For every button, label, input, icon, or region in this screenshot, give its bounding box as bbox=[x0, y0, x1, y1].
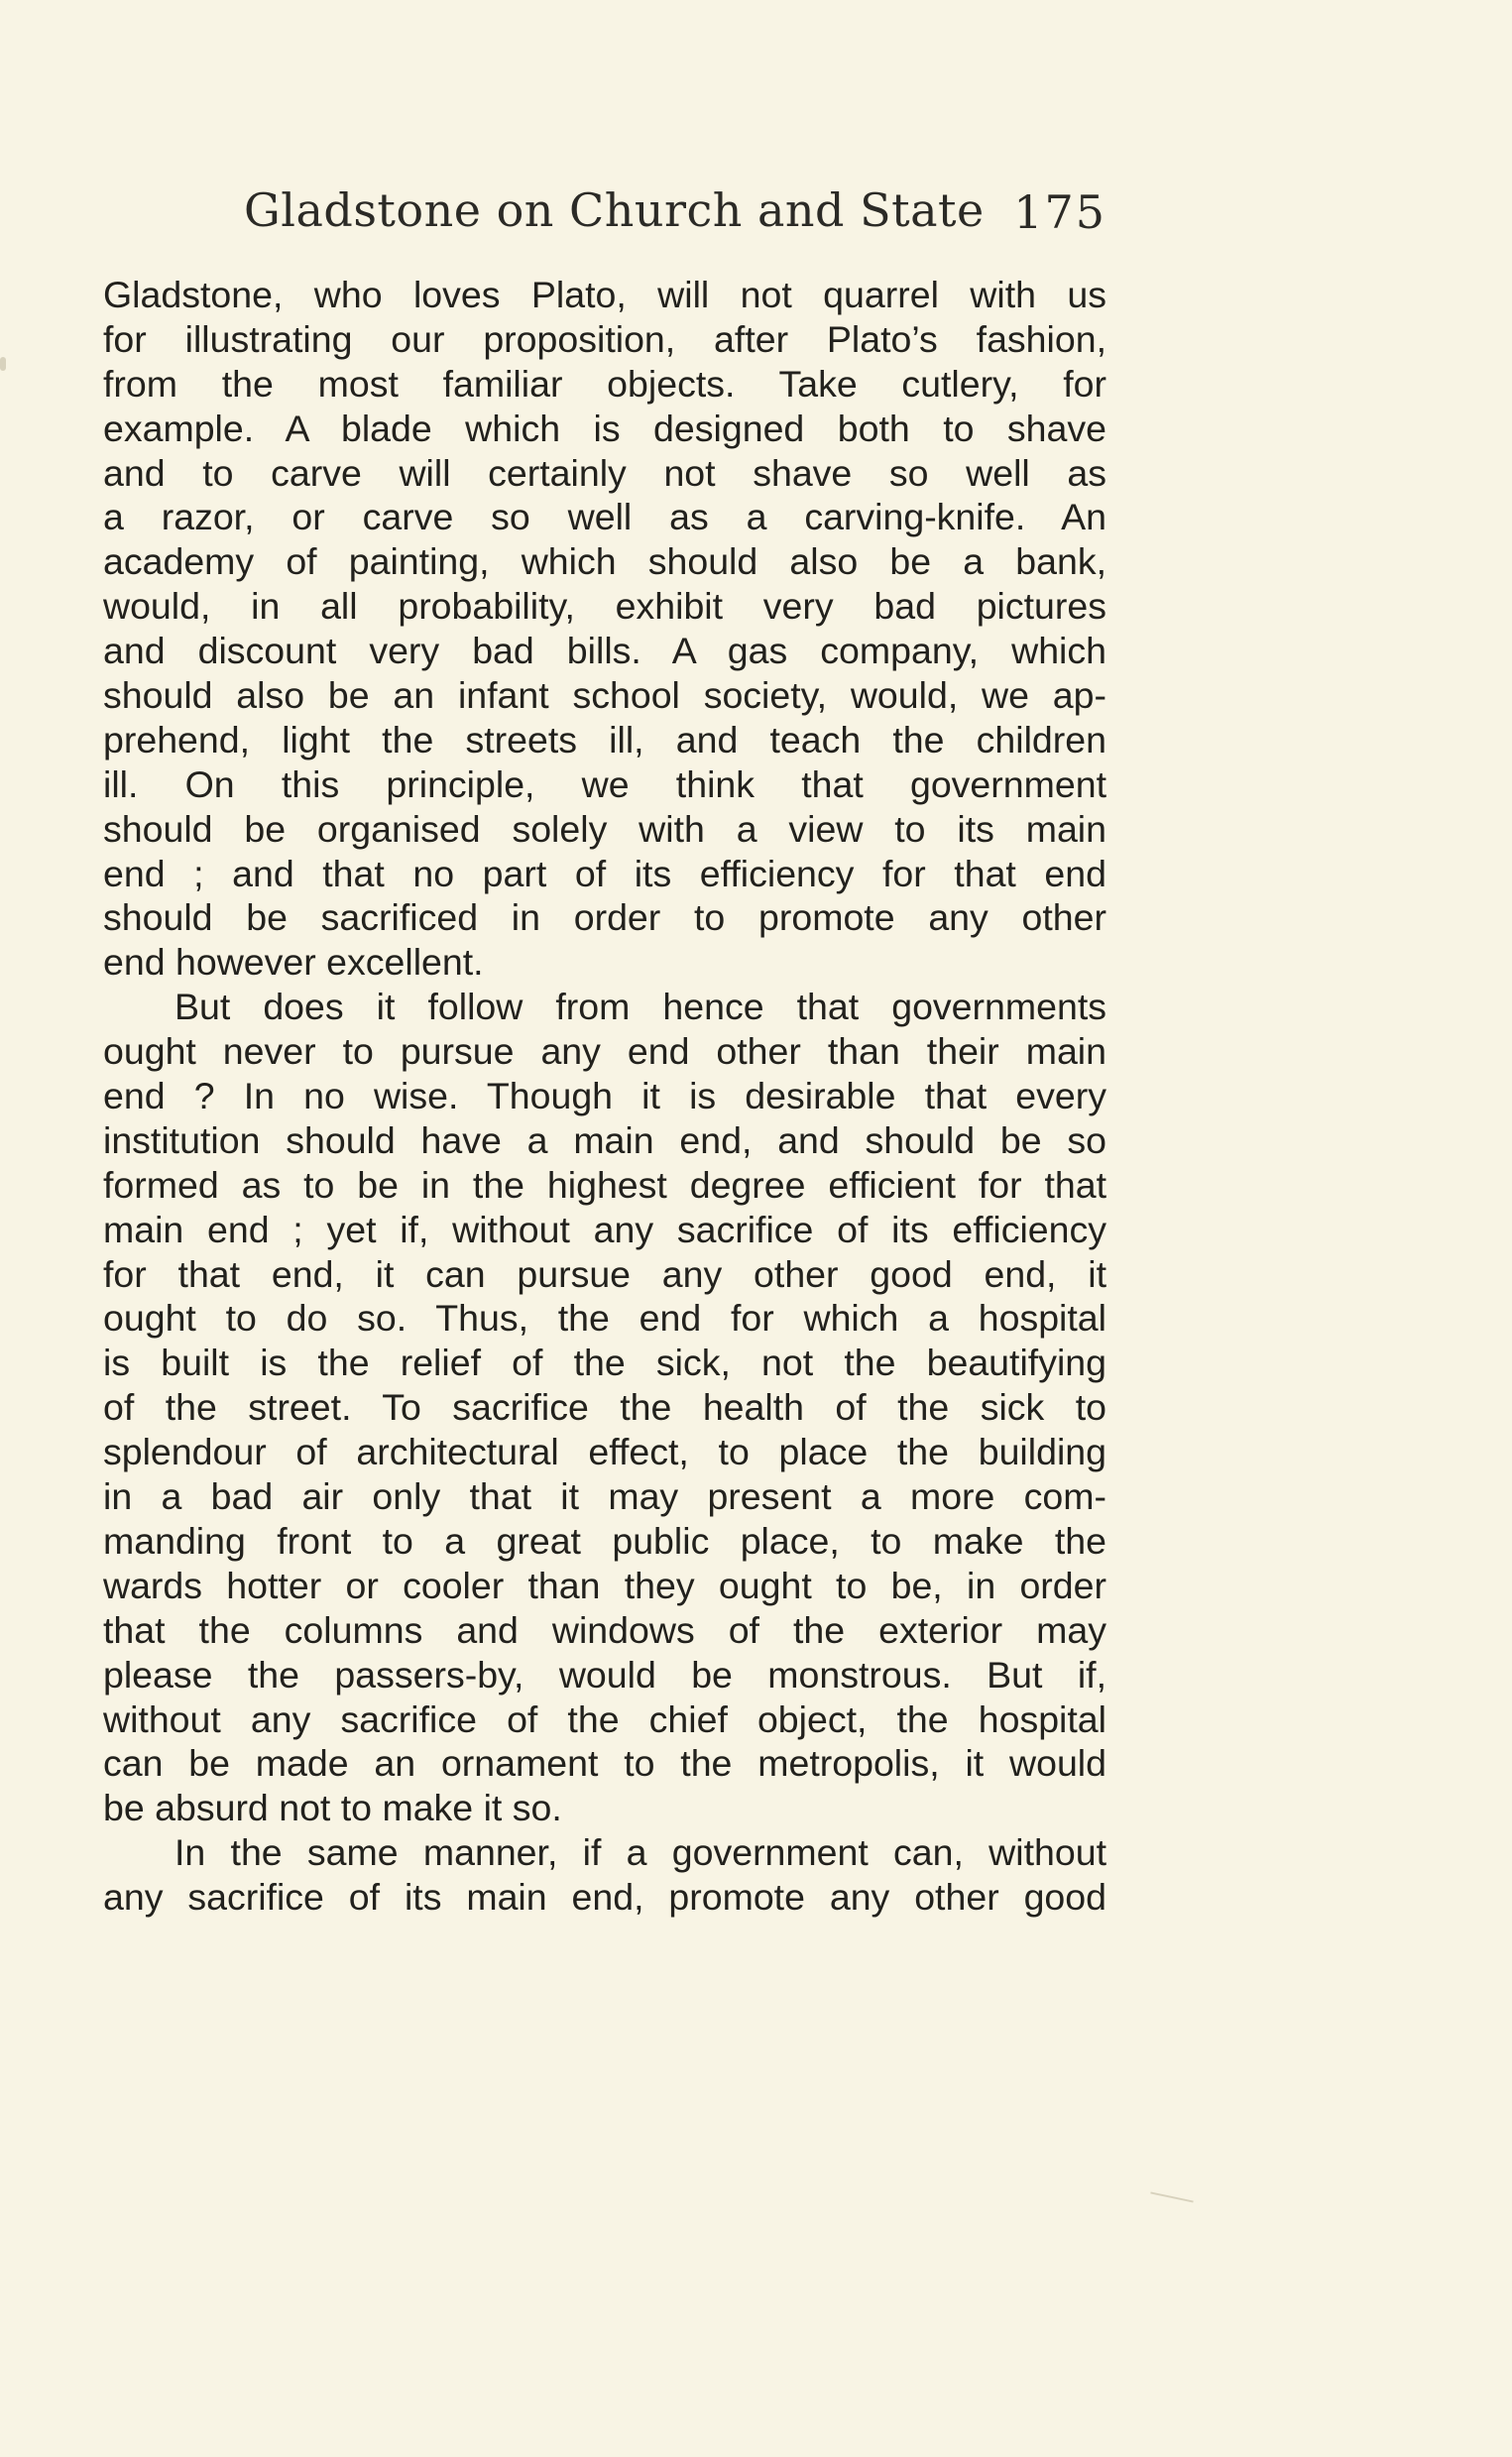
text-line: end ? In no wise. Though it is desirable that every bbox=[103, 1075, 1106, 1117]
running-head: Gladstone on Church and State bbox=[244, 183, 985, 237]
text-line: please the passers-by, would be monstrous. But if, bbox=[103, 1653, 1106, 1696]
text-line: main end ; yet if, without any sacrifice of its efficiency bbox=[103, 1208, 1106, 1250]
text-line: and to carve will certainly not shave so well as bbox=[103, 451, 1106, 494]
text-line: end ; and that no part of its efficiency for that end bbox=[103, 852, 1106, 894]
text-line: for illustrating our proposition, after Plato’s fashion, bbox=[103, 317, 1106, 360]
paragraph-end-line: end however excellent. bbox=[103, 941, 484, 984]
paragraph-start-line: But does it follow from hence that governments bbox=[174, 986, 1106, 1028]
text-line: formed as to be in the highest degree efficient for that bbox=[103, 1163, 1106, 1206]
text-line: ought never to pursue any end other than their main bbox=[103, 1030, 1106, 1073]
body-text bbox=[103, 273, 1106, 1920]
text-line: is built is the relief of the sick, not the beautifying bbox=[103, 1342, 1106, 1384]
text-line: wards hotter or cooler than they ought to be, in order bbox=[103, 1564, 1106, 1606]
text-line: should be organised solely with a view to its main bbox=[103, 807, 1106, 850]
text-line: and discount very bad bills. A gas company, which bbox=[103, 630, 1106, 672]
text-line: can be made an ornament to the metropolis, it would bbox=[103, 1742, 1106, 1785]
text-line: of the street. To sacrifice the health of the sick to bbox=[103, 1386, 1106, 1429]
text-line: from the most familiar objects. Take cutlery, for bbox=[103, 362, 1106, 405]
margin-mark bbox=[1150, 2191, 1193, 2202]
text-line: in a bad air only that it may present a more com- bbox=[103, 1475, 1106, 1518]
text-line: ill. On this principle, we think that government bbox=[103, 762, 1106, 805]
text-line: institution should have a main end, and should be so bbox=[103, 1118, 1106, 1161]
text-line: academy of painting, which should also be a bank, bbox=[103, 540, 1106, 583]
margin-mark bbox=[0, 357, 6, 371]
text-line: ought to do so. Thus, the end for which a hospital bbox=[103, 1297, 1106, 1340]
page-number: 175 bbox=[1013, 185, 1106, 239]
text-line: a razor, or carve so well as a carving-knife. An bbox=[103, 496, 1106, 538]
text-line: manding front to a great public place, to make the bbox=[103, 1519, 1106, 1562]
text-line: example. A blade which is designed both to shave bbox=[103, 407, 1106, 449]
paragraph-end-line: be absurd not to make it so. bbox=[103, 1787, 562, 1829]
paragraph-start-line: In the same manner, if a government can, without bbox=[174, 1831, 1106, 1874]
text-line: should also be an infant school society, would, we ap- bbox=[103, 674, 1106, 717]
text-line: prehend, light the streets ill, and teach the children bbox=[103, 718, 1106, 760]
text-line: should be sacrificed in order to promote any other bbox=[103, 896, 1106, 939]
page-header bbox=[244, 183, 1106, 243]
text-line: would, in all probability, exhibit very bad pictures bbox=[103, 585, 1106, 628]
text-line: Gladstone, who loves Plato, will not quarrel with us bbox=[103, 274, 1106, 315]
text-line: that the columns and windows of the exterior may bbox=[103, 1608, 1106, 1651]
text-line: any sacrifice of its main end, promote any other good bbox=[103, 1876, 1106, 1919]
text-line: without any sacrifice of the chief object, the hospital bbox=[103, 1697, 1106, 1740]
text-line: for that end, it can pursue any other good end, it bbox=[103, 1252, 1106, 1295]
text-line: splendour of architectural effect, to place the building bbox=[103, 1431, 1106, 1473]
